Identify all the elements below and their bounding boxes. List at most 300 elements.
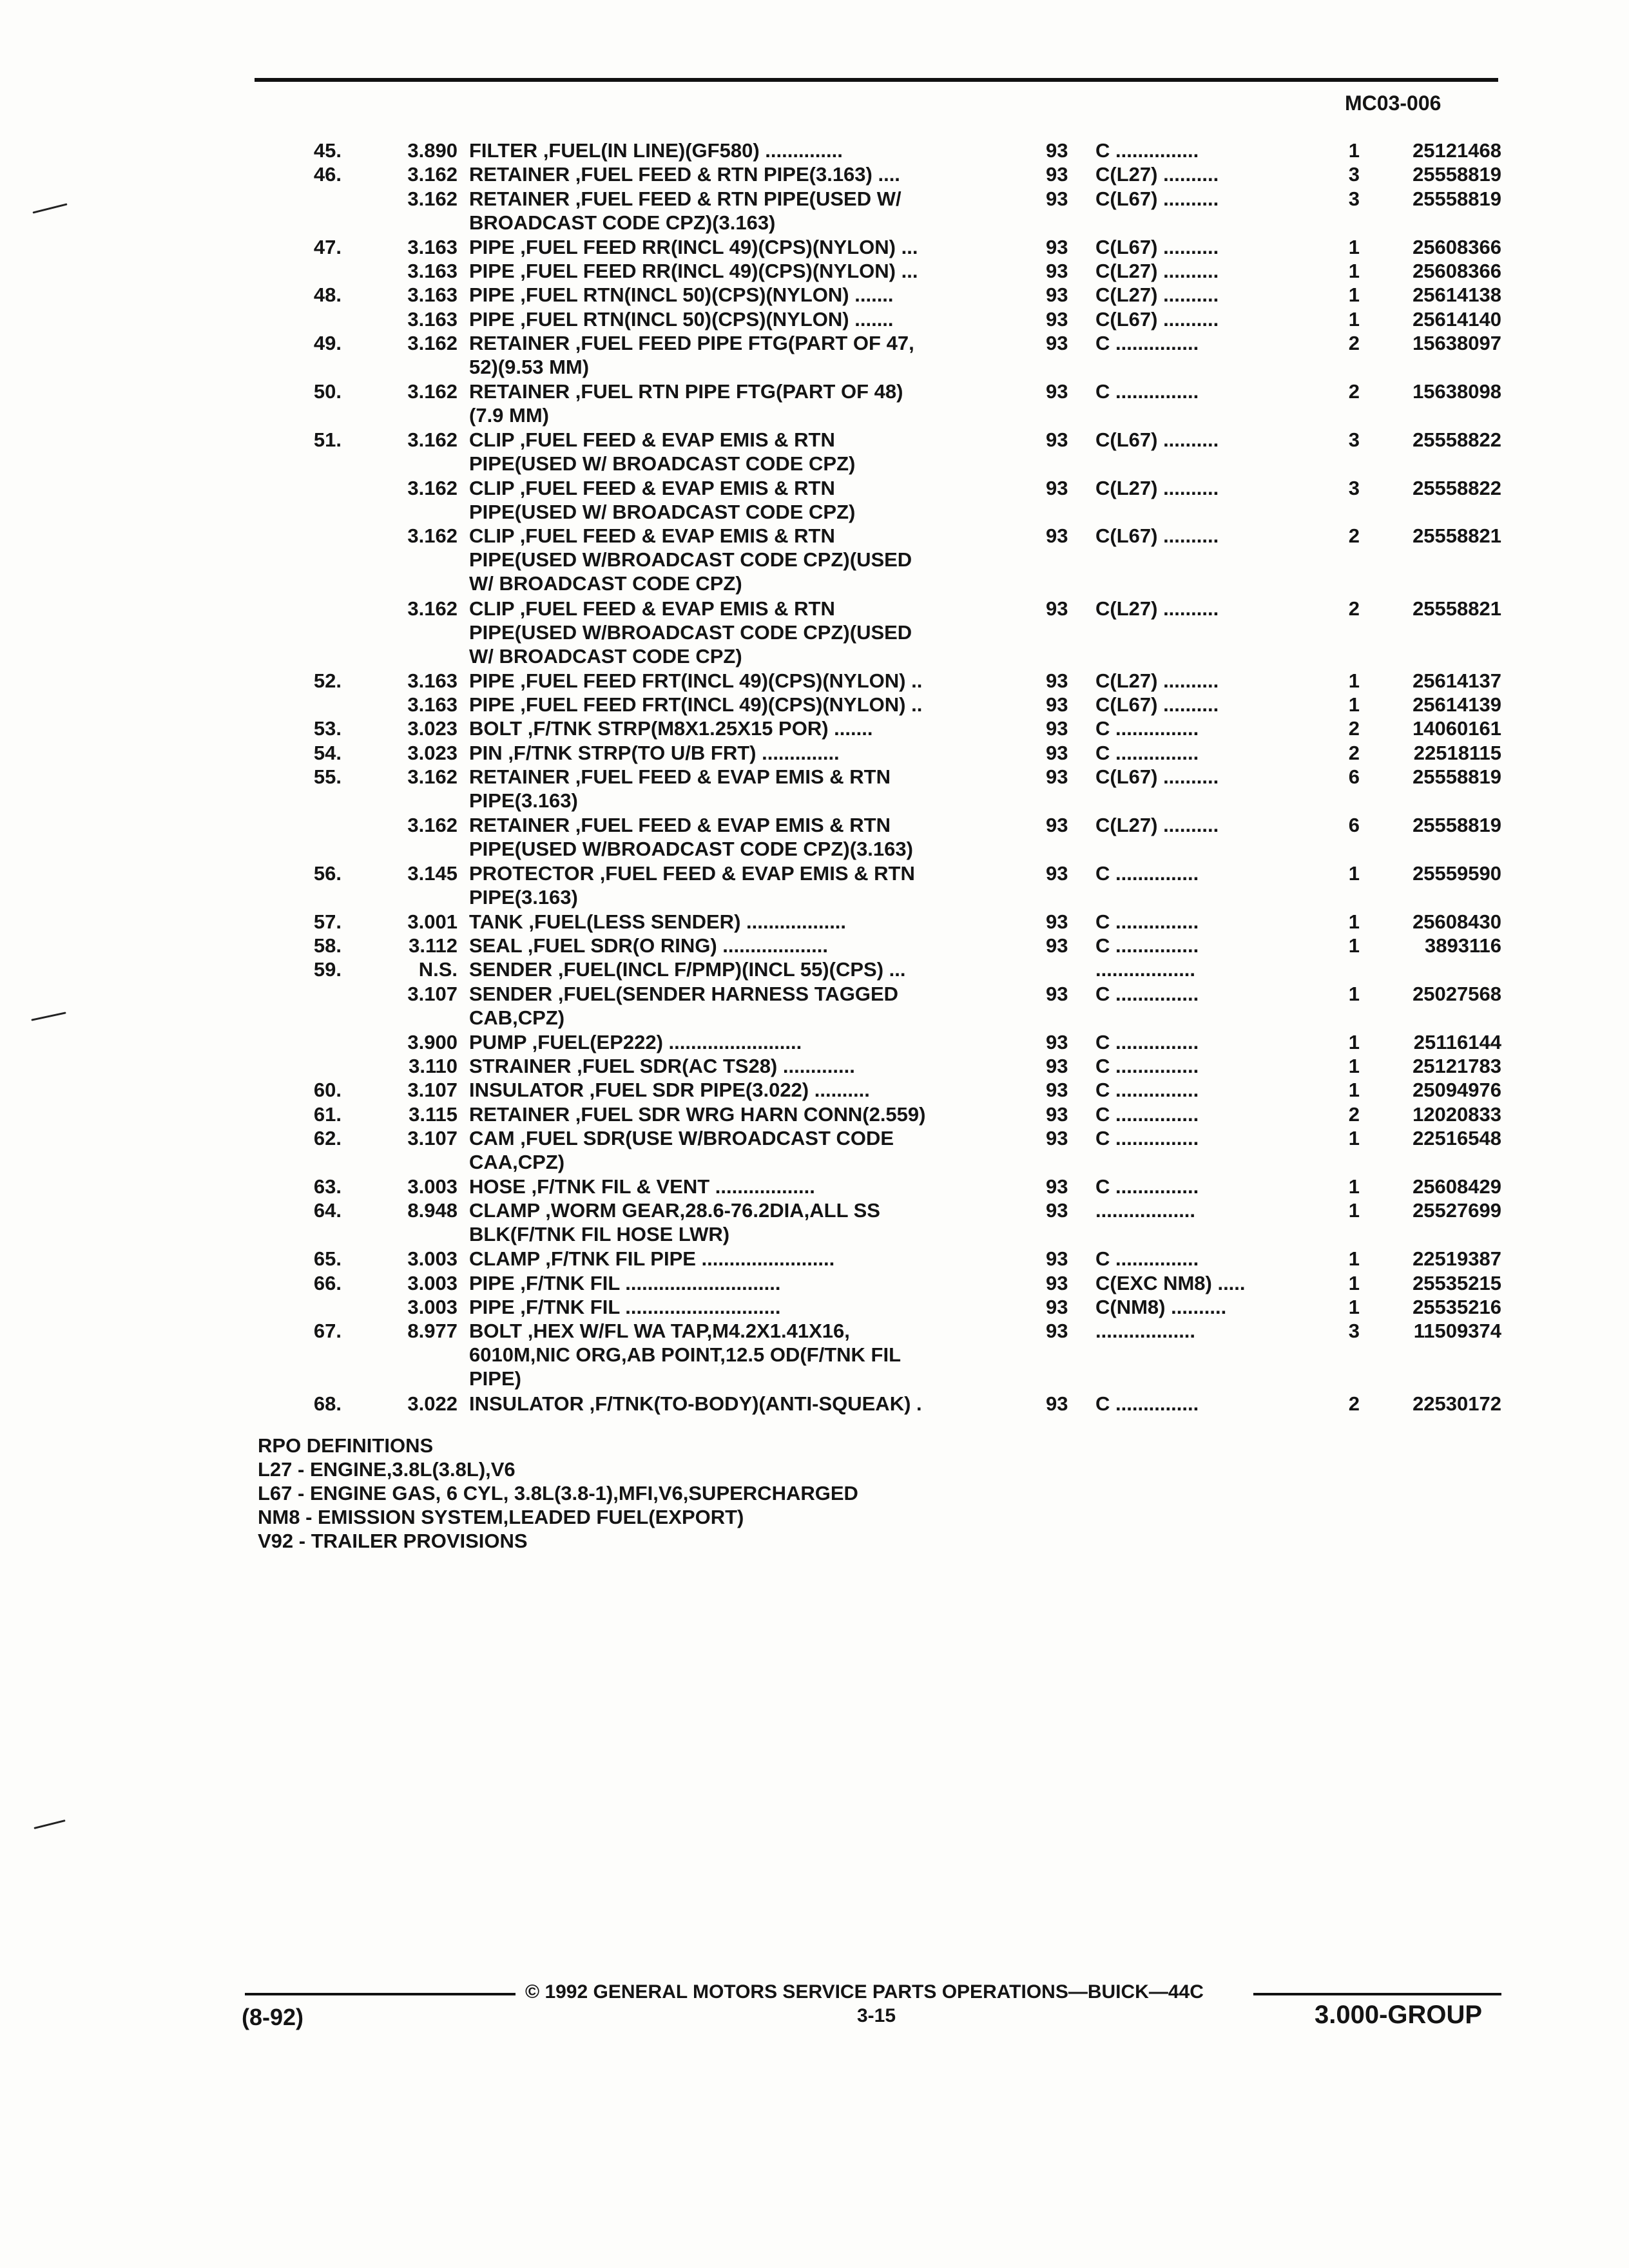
part-detail: ,FUEL FEED FRT(INCL 49)(CPS)(NYLON) .. bbox=[520, 693, 923, 716]
part-row bbox=[0, 957, 1629, 981]
usage-code: C ............... bbox=[1095, 741, 1199, 764]
model-year: 93 bbox=[1046, 861, 1068, 885]
quantity: 1 bbox=[1348, 1271, 1360, 1294]
usage-code: C(L67) .......... bbox=[1095, 428, 1219, 451]
copyright-notice: © 1992 GENERAL MOTORS SERVICE PARTS OPERATIONS—BUICK—44C bbox=[525, 1981, 1204, 2003]
group-number: 3.110 bbox=[409, 1055, 458, 1078]
part-name: PIPE bbox=[469, 259, 515, 282]
part-number: 22519387 bbox=[1412, 1247, 1501, 1271]
group-number: 3.162 bbox=[407, 524, 458, 548]
part-number: 25608429 bbox=[1412, 1175, 1501, 1198]
part-row bbox=[0, 428, 1629, 476]
part-number: 25558821 bbox=[1412, 597, 1501, 620]
group-number: 3.162 bbox=[407, 163, 458, 186]
model-year: 93 bbox=[1046, 765, 1068, 789]
group-number: 3.163 bbox=[407, 235, 458, 258]
part-detail: ,FUEL SDR WRG HARN CONN(2.559) bbox=[575, 1102, 926, 1126]
part-description bbox=[469, 861, 1004, 909]
model-year: 93 bbox=[1046, 524, 1068, 548]
quantity: 2 bbox=[1348, 380, 1360, 403]
part-description bbox=[469, 162, 1004, 186]
part-detail: ,FUEL FEED FRT(INCL 49)(CPS)(NYLON) .. bbox=[520, 669, 923, 692]
model-year: 93 bbox=[1046, 693, 1068, 716]
usage-code: C ............... bbox=[1095, 380, 1199, 403]
group-number: 3.163 bbox=[407, 669, 458, 692]
part-row bbox=[0, 1126, 1629, 1175]
group-number: 3.890 bbox=[407, 139, 458, 162]
group-number: 8.948 bbox=[407, 1199, 458, 1222]
model-year: 93 bbox=[1046, 307, 1068, 331]
item-number: 51. bbox=[313, 428, 342, 451]
quantity: 2 bbox=[1348, 717, 1360, 740]
part-number: 25614137 bbox=[1412, 669, 1501, 692]
model-year: 93 bbox=[1046, 428, 1068, 451]
model-year: 93 bbox=[1046, 597, 1068, 620]
group-number: 3.022 bbox=[407, 1392, 458, 1415]
part-row bbox=[0, 1054, 1629, 1078]
usage-code: .................. bbox=[1095, 958, 1196, 981]
quantity: 1 bbox=[1348, 259, 1360, 282]
part-detail: ,F/TNK FIL PIPE ........................ bbox=[545, 1247, 835, 1271]
group-number: 3.145 bbox=[407, 861, 458, 885]
part-number: 15638097 bbox=[1412, 332, 1501, 355]
part-row bbox=[0, 1030, 1629, 1054]
part-detail: ,FUEL FEED & RTN PIPE(3.163) .... bbox=[575, 163, 900, 186]
part-name: RETAINER bbox=[469, 332, 570, 355]
part-description bbox=[469, 1271, 1004, 1295]
part-detail: ,F/TNK(TO-BODY)(ANTI-SQUEAK) . bbox=[589, 1392, 922, 1415]
part-detail: ,FUEL SDR(USE W/BROADCAST CODE CAA,CPZ) bbox=[469, 1127, 894, 1174]
part-description bbox=[469, 669, 1004, 693]
group-number: 3.107 bbox=[407, 982, 458, 1005]
group-number: 3.163 bbox=[407, 259, 458, 282]
quantity: 1 bbox=[1348, 1199, 1360, 1222]
part-name: PIPE bbox=[469, 284, 515, 307]
item-number: 68. bbox=[313, 1392, 342, 1415]
model-year: 93 bbox=[1046, 1295, 1068, 1318]
part-description bbox=[469, 1295, 1004, 1319]
part-row bbox=[0, 380, 1629, 428]
usage-code: C ............... bbox=[1095, 332, 1199, 355]
part-description bbox=[469, 235, 1004, 259]
quantity: 1 bbox=[1348, 139, 1360, 162]
part-detail: ,FUEL(EP222) ........................ bbox=[532, 1030, 802, 1053]
part-detail: ,HEX W/FL WA TAP,M4.2X1.41X16, 6010M,NIC ORG,AB POINT,12.5 OD(F/TNK FIL PIPE) bbox=[469, 1320, 901, 1390]
item-number: 48. bbox=[313, 284, 342, 307]
usage-code: C(L27) .......... bbox=[1095, 476, 1219, 499]
part-row bbox=[0, 693, 1629, 716]
model-year: 93 bbox=[1046, 139, 1068, 162]
part-description bbox=[469, 910, 1004, 934]
part-description bbox=[469, 139, 1004, 162]
model-year: 93 bbox=[1046, 934, 1068, 957]
part-row bbox=[0, 741, 1629, 765]
part-row bbox=[0, 1295, 1629, 1319]
part-name: PIPE bbox=[469, 669, 515, 692]
quantity: 1 bbox=[1348, 1127, 1360, 1150]
part-description bbox=[469, 524, 1004, 595]
part-detail: ,F/TNK FIL ............................ bbox=[520, 1295, 781, 1318]
group-number: 3.162 bbox=[407, 187, 458, 210]
group-number: 3.162 bbox=[407, 332, 458, 355]
usage-code: C(L67) .......... bbox=[1095, 307, 1219, 331]
usage-code: C ............... bbox=[1095, 717, 1199, 740]
item-number: 54. bbox=[313, 741, 342, 764]
model-year: 93 bbox=[1046, 1030, 1068, 1053]
usage-code: C ............... bbox=[1095, 1175, 1199, 1198]
model-year: 93 bbox=[1046, 1392, 1068, 1415]
part-description bbox=[469, 982, 1004, 1030]
part-number: 25558819 bbox=[1412, 765, 1501, 789]
usage-code: C(EXC NM8) ..... bbox=[1095, 1271, 1246, 1294]
part-row bbox=[0, 910, 1629, 934]
usage-code: .................. bbox=[1095, 1199, 1196, 1222]
part-detail: ,FUEL FEED & EVAP EMIS & RTN PIPE(3.163) bbox=[469, 861, 915, 908]
part-detail: ,FUEL(SENDER HARNESS TAGGED CAB,CPZ) bbox=[469, 982, 899, 1029]
usage-code: C ............... bbox=[1095, 1127, 1199, 1150]
part-description bbox=[469, 1078, 1004, 1102]
part-description bbox=[469, 476, 1004, 524]
part-description bbox=[469, 716, 1004, 740]
part-number: 25558822 bbox=[1412, 428, 1501, 451]
part-detail: ,FUEL(INCL F/PMP)(INCL 55)(CPS) ... bbox=[557, 958, 906, 981]
quantity: 1 bbox=[1348, 1295, 1360, 1318]
item-number: 50. bbox=[313, 380, 342, 403]
part-name: SENDER bbox=[469, 982, 553, 1005]
part-name: BOLT bbox=[469, 717, 523, 740]
part-name: STRAINER bbox=[469, 1055, 572, 1078]
part-row bbox=[0, 1175, 1629, 1198]
part-description bbox=[469, 1126, 1004, 1174]
item-number: 53. bbox=[313, 717, 342, 740]
part-row bbox=[0, 283, 1629, 307]
part-name: BOLT bbox=[469, 1320, 523, 1343]
part-description bbox=[469, 957, 1004, 981]
quantity: 1 bbox=[1348, 1079, 1360, 1102]
rpo-definition: L27 - ENGINE,3.8L(3.8L),V6 bbox=[258, 1458, 516, 1481]
item-number: 46. bbox=[313, 163, 342, 186]
part-name: PIN bbox=[469, 741, 503, 764]
part-description bbox=[469, 597, 1004, 668]
quantity: 1 bbox=[1348, 934, 1360, 957]
usage-code: C ............... bbox=[1095, 1079, 1199, 1102]
part-number: 25121783 bbox=[1412, 1055, 1501, 1078]
part-detail: ,FUEL FEED PIPE FTG(PART OF 47, 52)(9.53 MM) bbox=[469, 332, 914, 379]
usage-code: C(L67) .......... bbox=[1095, 235, 1219, 258]
part-name: CLAMP bbox=[469, 1247, 540, 1271]
part-description bbox=[469, 428, 1004, 476]
scan-mark bbox=[34, 1820, 65, 1829]
part-row bbox=[0, 476, 1629, 524]
group-number: 3.003 bbox=[407, 1271, 458, 1294]
part-description bbox=[469, 813, 1004, 861]
part-number: 25558819 bbox=[1412, 187, 1501, 210]
quantity: 6 bbox=[1348, 765, 1360, 789]
model-year: 93 bbox=[1046, 1175, 1068, 1198]
part-name: SEAL bbox=[469, 934, 523, 957]
usage-code: C ............... bbox=[1095, 139, 1199, 162]
part-detail: ,F/TNK FIL ............................ bbox=[520, 1271, 781, 1294]
usage-code: .................. bbox=[1095, 1320, 1196, 1343]
group-number: 3.162 bbox=[407, 814, 458, 837]
group-number: 3.107 bbox=[407, 1079, 458, 1102]
part-description bbox=[469, 1247, 1004, 1271]
model-year: 93 bbox=[1046, 669, 1068, 692]
part-detail: ,WORM GEAR,28.6-76.2DIA,ALL SS BLK(F/TNK FIL HOSE LWR) bbox=[469, 1199, 880, 1246]
part-description bbox=[469, 934, 1004, 957]
model-year: 93 bbox=[1046, 1271, 1068, 1294]
part-detail: ,FUEL RTN(INCL 50)(CPS)(NYLON) ....... bbox=[520, 284, 894, 307]
usage-code: C ............... bbox=[1095, 910, 1199, 933]
usage-code: C ............... bbox=[1095, 1030, 1199, 1053]
usage-code: C(L67) .......... bbox=[1095, 187, 1219, 210]
part-row bbox=[0, 331, 1629, 380]
part-detail: ,FUEL(LESS SENDER) .................. bbox=[528, 910, 847, 933]
usage-code: C(L27) .......... bbox=[1095, 597, 1219, 620]
part-name: CLIP bbox=[469, 524, 515, 548]
part-detail: ,F/TNK FIL & VENT .................. bbox=[531, 1175, 815, 1198]
part-number: 25558821 bbox=[1412, 524, 1501, 548]
quantity: 2 bbox=[1348, 1102, 1360, 1126]
part-description bbox=[469, 1030, 1004, 1054]
part-row bbox=[0, 187, 1629, 235]
part-name: PUMP bbox=[469, 1030, 527, 1053]
part-number: 25558822 bbox=[1412, 476, 1501, 499]
part-description bbox=[469, 1198, 1004, 1246]
model-year: 93 bbox=[1046, 1199, 1068, 1222]
item-number: 45. bbox=[313, 139, 342, 162]
part-row bbox=[0, 1198, 1629, 1247]
part-row bbox=[0, 1271, 1629, 1295]
part-detail: ,FUEL FEED & RTN PIPE(USED W/ BROADCAST CODE CPZ)(3.163) bbox=[469, 187, 901, 234]
part-row bbox=[0, 524, 1629, 596]
group-number: 3.003 bbox=[407, 1175, 458, 1198]
part-number: 25559590 bbox=[1412, 861, 1501, 885]
quantity: 1 bbox=[1348, 669, 1360, 692]
part-row bbox=[0, 1078, 1629, 1102]
part-number: 25608430 bbox=[1412, 910, 1501, 933]
part-number: 25608366 bbox=[1412, 235, 1501, 258]
parts-list bbox=[0, 139, 1629, 1416]
part-name: PIPE bbox=[469, 307, 515, 331]
quantity: 2 bbox=[1348, 597, 1360, 620]
item-number: 55. bbox=[313, 765, 342, 789]
item-number: 49. bbox=[313, 332, 342, 355]
rpo-definition: V92 - TRAILER PROVISIONS bbox=[258, 1530, 528, 1552]
model-year: 93 bbox=[1046, 1055, 1068, 1078]
part-name: CLIP bbox=[469, 428, 515, 451]
part-number: 25535215 bbox=[1412, 1271, 1501, 1294]
quantity: 1 bbox=[1348, 861, 1360, 885]
group-label: 3.000-GROUP bbox=[1315, 2001, 1483, 2029]
model-year: 93 bbox=[1046, 476, 1068, 499]
item-number: 64. bbox=[313, 1199, 342, 1222]
model-year: 93 bbox=[1046, 717, 1068, 740]
model-year: 93 bbox=[1046, 1102, 1068, 1126]
part-row bbox=[0, 1392, 1629, 1416]
part-row bbox=[0, 1319, 1629, 1391]
part-name: RETAINER bbox=[469, 814, 570, 837]
item-number: 58. bbox=[313, 934, 342, 957]
part-row bbox=[0, 235, 1629, 259]
part-name: PROTECTOR bbox=[469, 861, 595, 885]
quantity: 1 bbox=[1348, 982, 1360, 1005]
part-detail: ,FUEL FEED & EVAP EMIS & RTN PIPE(3.163) bbox=[469, 765, 891, 812]
part-description bbox=[469, 1392, 1004, 1416]
revision-date: (8-92) bbox=[242, 2004, 304, 2030]
usage-code: C ............... bbox=[1095, 861, 1199, 885]
part-detail: ,FUEL RTN PIPE FTG(PART OF 48) (7.9 MM) bbox=[469, 380, 903, 427]
model-year: 93 bbox=[1046, 235, 1068, 258]
model-year: 93 bbox=[1046, 910, 1068, 933]
group-number: 3.900 bbox=[407, 1030, 458, 1053]
model-year: 93 bbox=[1046, 187, 1068, 210]
part-detail: ,FUEL FEED & EVAP EMIS & RTN PIPE(USED W/ BROADCAST CODE CPZ) bbox=[469, 476, 856, 523]
part-detail: ,FUEL SDR PIPE(3.022) .......... bbox=[589, 1079, 870, 1102]
group-number: 3.023 bbox=[407, 717, 458, 740]
part-name: RETAINER bbox=[469, 1102, 570, 1126]
group-number: 3.162 bbox=[407, 765, 458, 789]
part-description bbox=[469, 380, 1004, 427]
part-name: PIPE bbox=[469, 1295, 515, 1318]
group-number: 3.163 bbox=[407, 693, 458, 716]
part-number: 25121468 bbox=[1412, 139, 1501, 162]
usage-code: C ............... bbox=[1095, 982, 1199, 1005]
group-number: 3.003 bbox=[407, 1295, 458, 1318]
model-year: 93 bbox=[1046, 284, 1068, 307]
part-detail: ,FUEL FEED & EVAP EMIS & RTN PIPE(USED W/BROADCAST CODE CPZ)(USED W/ BROADCAST CODE CPZ) bbox=[469, 524, 912, 595]
part-row bbox=[0, 813, 1629, 861]
quantity: 1 bbox=[1348, 1055, 1360, 1078]
quantity: 2 bbox=[1348, 1392, 1360, 1415]
group-number: 3.107 bbox=[407, 1127, 458, 1150]
part-name: CLAMP bbox=[469, 1199, 540, 1222]
part-number: 15638098 bbox=[1412, 380, 1501, 403]
quantity: 6 bbox=[1348, 814, 1360, 837]
model-year: 93 bbox=[1046, 814, 1068, 837]
model-year: 93 bbox=[1046, 741, 1068, 764]
part-number: 3893116 bbox=[1425, 934, 1501, 957]
part-row bbox=[0, 1247, 1629, 1271]
item-number: 65. bbox=[313, 1247, 342, 1271]
part-name: PIPE bbox=[469, 693, 515, 716]
part-number: 14060161 bbox=[1412, 717, 1501, 740]
item-number: 60. bbox=[313, 1079, 342, 1102]
model-year: 93 bbox=[1046, 1127, 1068, 1150]
part-detail: ,FUEL(IN LINE)(GF580) .............. bbox=[543, 139, 843, 162]
part-number: 25027568 bbox=[1412, 982, 1501, 1005]
part-name: RETAINER bbox=[469, 163, 570, 186]
part-row bbox=[0, 861, 1629, 910]
group-number: 3.162 bbox=[407, 380, 458, 403]
model-year: 93 bbox=[1046, 332, 1068, 355]
part-name: FILTER bbox=[469, 139, 538, 162]
item-number: 62. bbox=[313, 1127, 342, 1150]
usage-code: C ............... bbox=[1095, 1055, 1199, 1078]
usage-code: C(L27) .......... bbox=[1095, 814, 1219, 837]
rpo-definitions bbox=[258, 1434, 858, 1553]
header-rule bbox=[255, 78, 1498, 82]
part-detail: ,FUEL FEED RR(INCL 49)(CPS)(NYLON) ... bbox=[520, 235, 918, 258]
quantity: 1 bbox=[1348, 1030, 1360, 1053]
model-year: 93 bbox=[1046, 259, 1068, 282]
part-row bbox=[0, 597, 1629, 669]
part-detail: ,F/TNK STRP(M8X1.25X15 POR) ....... bbox=[527, 717, 873, 740]
part-description bbox=[469, 331, 1004, 379]
part-name: PIPE bbox=[469, 1271, 515, 1294]
part-row bbox=[0, 259, 1629, 283]
part-detail: ,FUEL FEED & EVAP EMIS & RTN PIPE(USED W/BROADCAST CODE CPZ)(USED W/ BROADCAST CODE CPZ) bbox=[469, 597, 912, 668]
part-row bbox=[0, 716, 1629, 740]
part-number: 25614138 bbox=[1412, 284, 1501, 307]
group-number: 8.977 bbox=[407, 1320, 458, 1343]
item-number: 56. bbox=[313, 861, 342, 885]
part-description bbox=[469, 283, 1004, 307]
usage-code: C ............... bbox=[1095, 934, 1199, 957]
part-number: 12020833 bbox=[1412, 1102, 1501, 1126]
part-row bbox=[0, 982, 1629, 1030]
page-code: MC03-006 bbox=[1345, 91, 1441, 115]
footer-rule-left bbox=[245, 1993, 516, 1995]
group-number: 3.112 bbox=[409, 934, 458, 957]
part-row bbox=[0, 669, 1629, 693]
part-description bbox=[469, 765, 1004, 812]
part-number: 25614140 bbox=[1412, 307, 1501, 331]
part-number: 25527699 bbox=[1412, 1199, 1501, 1222]
model-year: 93 bbox=[1046, 1247, 1068, 1271]
group-number: N.S. bbox=[418, 958, 458, 981]
rpo-definition: L67 - ENGINE GAS, 6 CYL, 3.8L(3.8-1),MFI,V6,SUPERCHARGED bbox=[258, 1482, 858, 1504]
part-name: INSULATOR bbox=[469, 1392, 584, 1415]
part-name: PIPE bbox=[469, 235, 515, 258]
page-number: 3-15 bbox=[857, 2005, 896, 2026]
item-number: 63. bbox=[313, 1175, 342, 1198]
group-number: 3.163 bbox=[407, 307, 458, 331]
part-detail: ,F/TNK STRP(TO U/B FRT) .............. bbox=[508, 741, 840, 764]
part-number: 22516548 bbox=[1412, 1127, 1501, 1150]
part-number: 22530172 bbox=[1412, 1392, 1501, 1415]
model-year: 93 bbox=[1046, 1320, 1068, 1343]
part-detail: ,FUEL RTN(INCL 50)(CPS)(NYLON) ....... bbox=[520, 307, 894, 331]
usage-code: C ............... bbox=[1095, 1247, 1199, 1271]
item-number: 59. bbox=[313, 958, 342, 981]
quantity: 1 bbox=[1348, 910, 1360, 933]
quantity: 3 bbox=[1348, 428, 1360, 451]
part-description bbox=[469, 1175, 1004, 1198]
part-name: INSULATOR bbox=[469, 1079, 584, 1102]
group-number: 3.163 bbox=[407, 284, 458, 307]
rpo-definition: NM8 - EMISSION SYSTEM,LEADED FUEL(EXPORT) bbox=[258, 1506, 744, 1528]
part-description bbox=[469, 693, 1004, 716]
quantity: 3 bbox=[1348, 1320, 1360, 1343]
part-description bbox=[469, 1102, 1004, 1126]
part-name: RETAINER bbox=[469, 380, 570, 403]
part-detail: ,FUEL FEED & EVAP EMIS & RTN PIPE(USED W/BROADCAST CODE CPZ)(3.163) bbox=[469, 814, 913, 861]
model-year: 93 bbox=[1046, 380, 1068, 403]
part-name: TANK bbox=[469, 910, 523, 933]
usage-code: C(L67) .......... bbox=[1095, 524, 1219, 548]
quantity: 2 bbox=[1348, 332, 1360, 355]
part-detail: ,FUEL SDR(AC TS28) ............. bbox=[577, 1055, 855, 1078]
item-number: 61. bbox=[313, 1102, 342, 1126]
usage-code: C(L67) .......... bbox=[1095, 765, 1219, 789]
quantity: 1 bbox=[1348, 284, 1360, 307]
part-name: CAM bbox=[469, 1127, 515, 1150]
part-row bbox=[0, 765, 1629, 813]
quantity: 2 bbox=[1348, 741, 1360, 764]
group-number: 3.162 bbox=[407, 428, 458, 451]
part-number: 25116144 bbox=[1413, 1030, 1501, 1053]
